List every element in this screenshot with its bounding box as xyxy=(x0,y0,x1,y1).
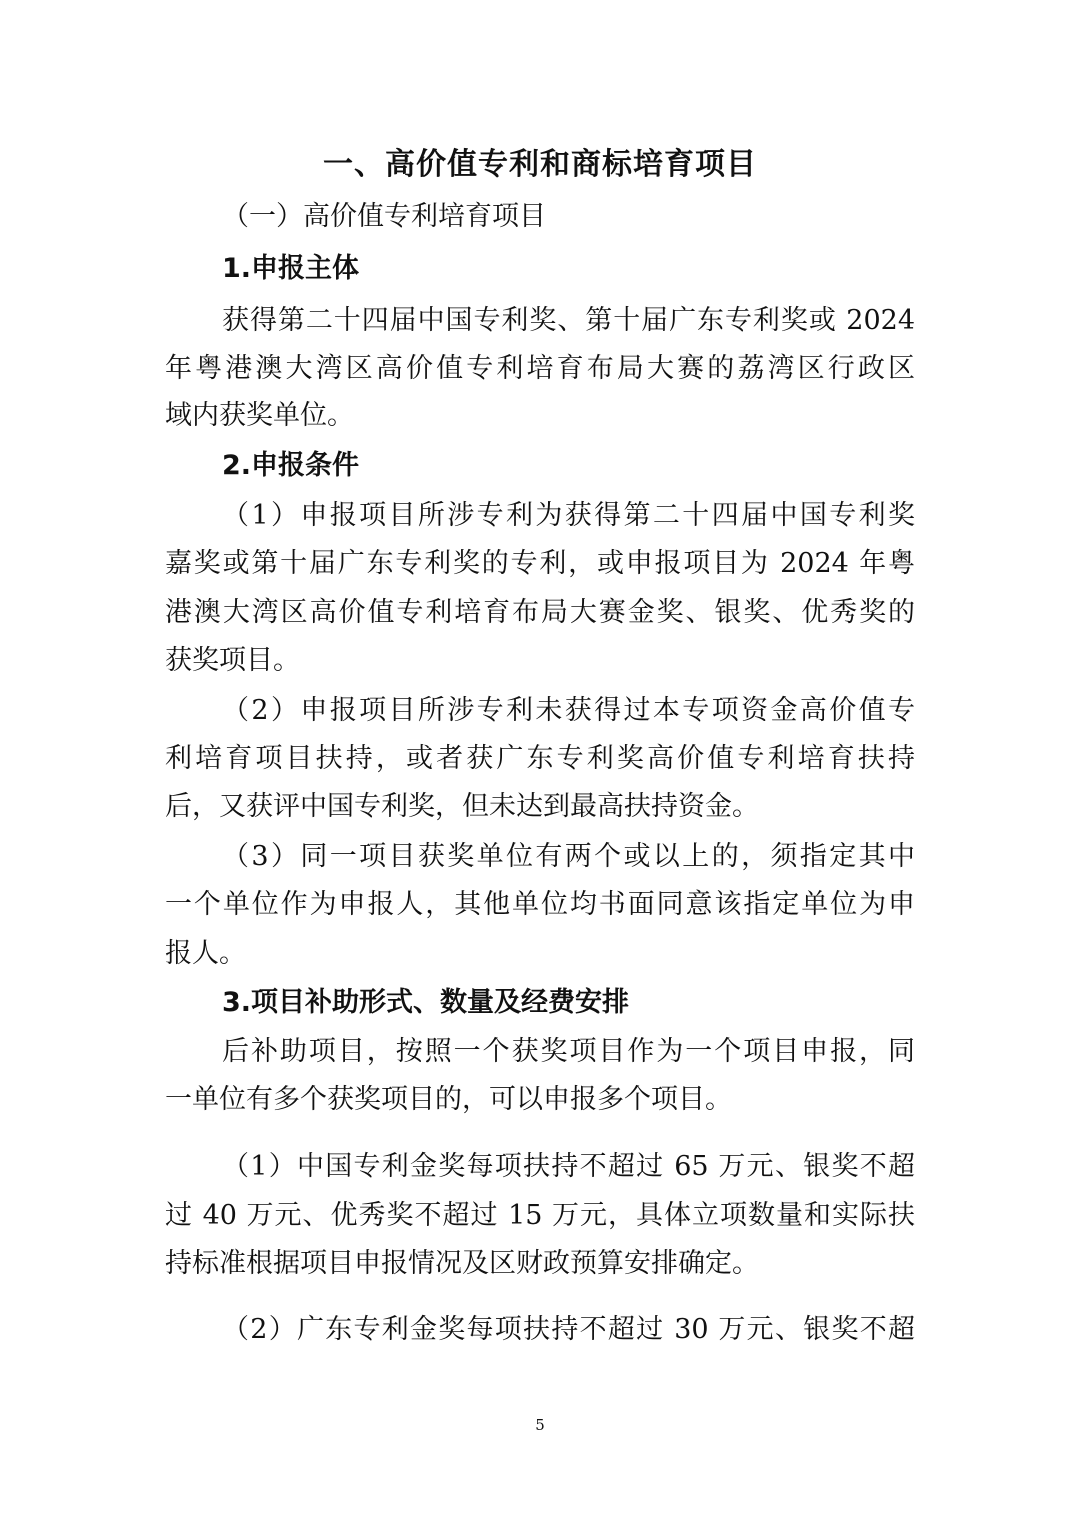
paragraph-line: （2）申报项目所涉专利未获得过本专项资金高价值专 xyxy=(222,695,915,726)
item-heading: 3.项目补助形式、数量及经费安排 xyxy=(222,987,630,1018)
paragraph-line: 过 40 万元、优秀奖不超过 15 万元，具体立项数量和实际扶 xyxy=(165,1200,915,1231)
paragraph-line: 年粤港澳大湾区高价值专利培育布局大赛的荔湾区行政区 xyxy=(165,353,915,384)
paragraph-line: 持标准根据项目申报情况及区财政预算安排确定。 xyxy=(165,1248,759,1279)
paragraph-line: 后，又获评中国专利奖，但未达到最高扶持资金。 xyxy=(165,791,759,822)
paragraph-line: 一个单位作为申报人，其他单位均书面同意该指定单位为申 xyxy=(165,889,915,920)
subsection-heading: （一）高价值专利培育项目 xyxy=(222,201,546,232)
item-heading: 1.申报主体 xyxy=(222,253,360,284)
paragraph-line: 报人。 xyxy=(165,938,246,969)
paragraph-line: 获奖项目。 xyxy=(165,645,300,676)
paragraph-line: （1）申报项目所涉专利为获得第二十四届中国专利奖 xyxy=(222,500,915,531)
page-number: 5 xyxy=(535,1416,545,1434)
paragraph-line: （1）中国专利金奖每项扶持不超过 65 万元、银奖不超 xyxy=(222,1151,915,1182)
paragraph-line: 后补助项目，按照一个获奖项目作为一个项目申报，同 xyxy=(222,1036,915,1067)
item-heading: 2.申报条件 xyxy=(222,450,360,481)
paragraph-line: （2）广东专利金奖每项扶持不超过 30 万元、银奖不超 xyxy=(222,1314,915,1345)
paragraph-line: 一单位有多个获奖项目的，可以申报多个项目。 xyxy=(165,1084,732,1115)
section-title: 一、高价值专利和商标培育项目 xyxy=(323,147,757,182)
paragraph-line: 获得第二十四届中国专利奖、第十届广东专利奖或 2024 xyxy=(222,305,915,336)
paragraph-line: 域内获奖单位。 xyxy=(165,400,354,431)
paragraph-line: 港澳大湾区高价值专利培育布局大赛金奖、银奖、优秀奖的 xyxy=(165,597,915,628)
paragraph-line: 嘉奖或第十届广东专利奖的专利，或申报项目为 2024 年粤 xyxy=(165,548,915,579)
paragraph-line: （3）同一项目获奖单位有两个或以上的，须指定其中 xyxy=(222,841,915,872)
paragraph-line: 利培育项目扶持，或者获广东专利奖高价值专利培育扶持 xyxy=(165,743,915,774)
